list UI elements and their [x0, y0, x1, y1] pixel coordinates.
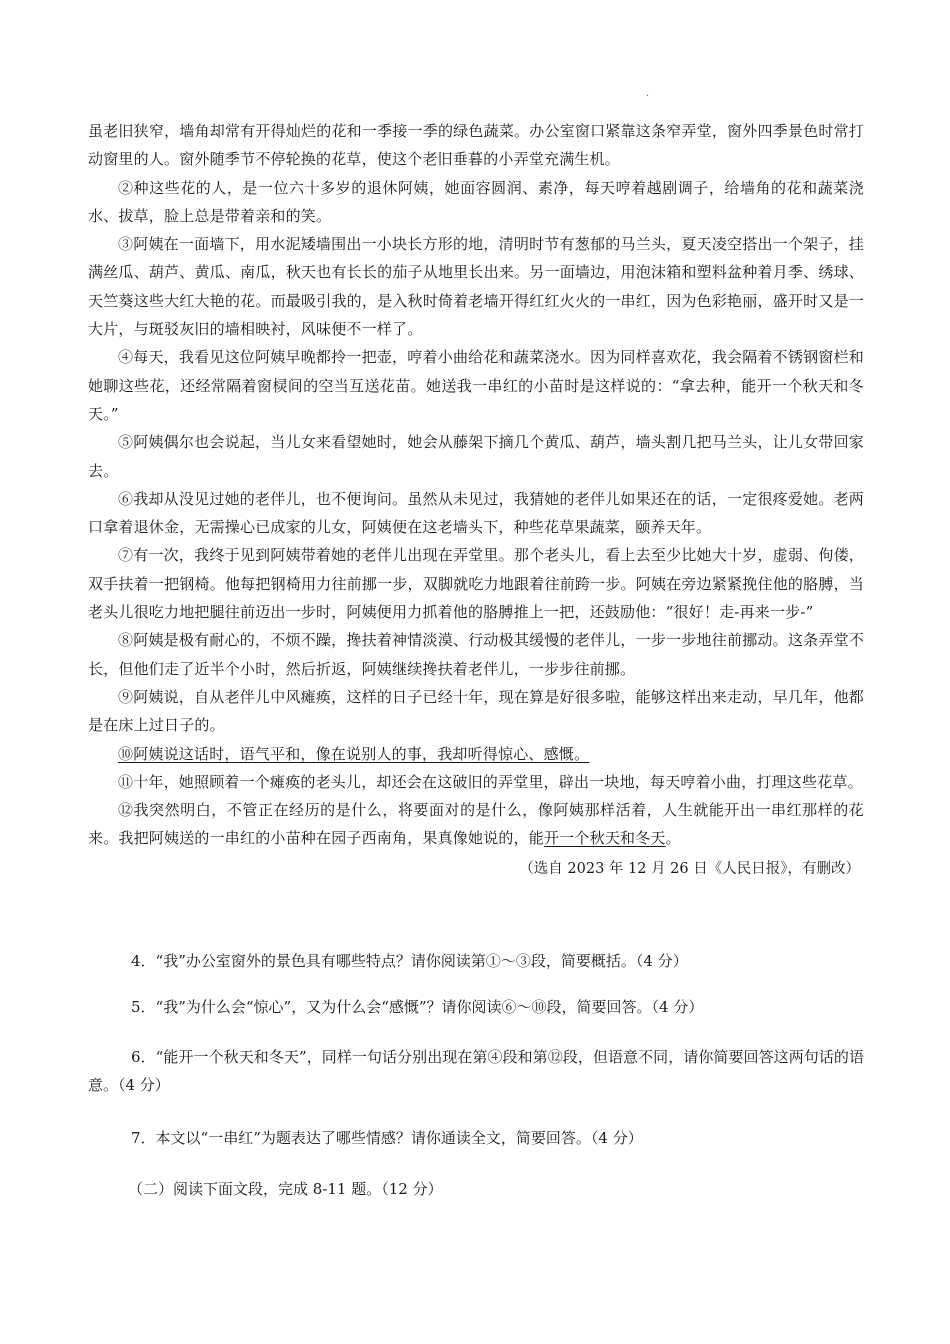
underlined-sentence: ⑩阿姨说这话时，语气平和，像在说别人的事，我却听得惊心、感慨。	[118, 744, 590, 763]
passage-paragraph-5: ⑤阿姨偶尔也会说起，当儿女来看望她时，她会从藤架下摘几个黄瓜、葫芦，墙头割几把马兰头，让儿女带回家去。	[88, 433, 864, 480]
question-4: 4．“我”办公室窗外的景色具有哪些特点？请你阅读第①～③段，简要概括。（4 分）	[131, 952, 688, 970]
passage-paragraph-8: ⑧阿姨是极有耐心的，不烦不躁，搀扶着神情淡漠、行动极其缓慢的老伴儿，一步一步地往前挪动。这条弄堂不长，但他们走了近半个小时，然后折返，阿姨继续搀扶着老伴儿，一步步往前挪。	[88, 631, 864, 678]
passage-paragraph-7: ⑦有一次，我终于见到阿姨带着她的老伴儿出现在弄堂里。那个老头儿，看上去至少比她大十岁，虚弱、佝偻，双手扶着一把钢椅。他每把钢椅用力往前挪一步，双脚就吃力地跟着往前跨一步。阿姨在旁边紧紧挽住他的胳膊，当老头儿很吃力地把腿往前迈出一步时，阿姨便用力抓着他的胳膊推上一把，还鼓励他：“很好！走-再来一步-”	[88, 546, 864, 622]
section-2-heading: （二）阅读下面文段，完成 8-11 题。（12 分）	[128, 1180, 443, 1198]
question-6: 6．“能开一个秋天和冬天”，同样一句话分别出现在第④段和第⑫段，但语意不同，请你简要回答这两句话的语意。（4 分）	[88, 1048, 864, 1094]
passage-paragraph-9: ⑨阿姨说，自从老伴儿中风瘫痪，这样的日子已经十年，现在算是好很多啦，能够这样出来走动，早几年，他都是在床上过日子的。	[88, 687, 864, 735]
reading-passage	[88, 117, 864, 883]
question-7: 7．本文以“一串红”为题表达了哪些情感？请你通读全文，简要回答。（4 分）	[131, 1129, 643, 1147]
passage-paragraph-4: ④每天，我看见这位阿姨早晚都拎一把壶，哼着小曲给花和蔬菜浇水。因为同样喜欢花，我会隔着不锈钢窗栏和她聊这些花，还经常隔着窗棂间的空当互送花苗。她送我一串红的小苗时是这样说的：“拿去种，能开一个秋天和冬天。”	[88, 348, 864, 423]
paragraph-12-end: 。	[665, 829, 681, 848]
passage-paragraph-3: ③阿姨在一面墙下，用水泥矮墙围出一小块长方形的地，清明时节有葱郁的马兰头，夏天凌空搭出一个架子，挂满丝瓜、葫芦、黄瓜、南瓜，秋天也有长长的茄子从地里长出来。另一面墙边，用泡沫箱和塑料盆种着月季、绣球、天竺葵这些大红大艳的花。而最吸引我的，是入秋时倚着老墙开得红红火火的一串红，因为色彩艳丽，盛开时又是一大片，与斑驳灰旧的墙相映衬，风味便不一样了。	[88, 235, 864, 339]
page-mark: ·	[646, 91, 650, 102]
paragraph-12-text: ⑫我突然明白，不管正在经历的是什么，将要面对的是什么，像阿姨那样活着，人生就能开出一串红那样的花来。我把阿姨送的一串红的小苗种在园子西南角，果真像她说的，能	[88, 801, 864, 848]
document-page	[88, 117, 864, 1198]
passage-paragraph-11: ⑪十年，她照顾着一个瘫痪的老头儿，却还会在这破旧的弄堂里，辟出一块地，每天哼着小曲，打理这些花草。	[118, 772, 863, 791]
passage-paragraph-12	[88, 796, 864, 853]
passage-paragraph-6: ⑥我却从没见过她的老伴儿，也不便询问。虽然从未见过，我猜她的老伴儿如果还在的话，一定很疼爱她。老两口拿着退休金，无需操心已成家的儿女，阿姨便在这老墙头下，种些花草果蔬菜，颐养天年。	[88, 489, 864, 537]
source-citation: （选自 2023 年 12 月 26 日《人民日报》，有删改）	[519, 860, 860, 877]
passage-paragraph-2: ②种这些花的人，是一位六十多岁的退休阿姨，她面容圆润、素净，每天哼着越剧调子，给墙角的花和蔬菜浇水、拔草，脸上总是带着亲和的笑。	[88, 178, 864, 225]
question-5: 5．“我”为什么会“惊心”，又为什么会“感慨”？请你阅读⑥～⑩段，简要回答。（4 分）	[131, 998, 704, 1016]
underlined-phrase: 开一个秋天和冬天	[544, 829, 666, 848]
passage-paragraph-1: 虽老旧狭窄，墙角却常有开得灿烂的花和一季接一季的绿色蔬菜。办公室窗口紧靠这条窄弄堂，窗外四季景色时常打动窗里的人。窗外随季节不停轮换的花草，使这个老旧垂暮的小弄堂充满生机。	[88, 122, 864, 169]
passage-paragraph-10	[88, 740, 864, 768]
